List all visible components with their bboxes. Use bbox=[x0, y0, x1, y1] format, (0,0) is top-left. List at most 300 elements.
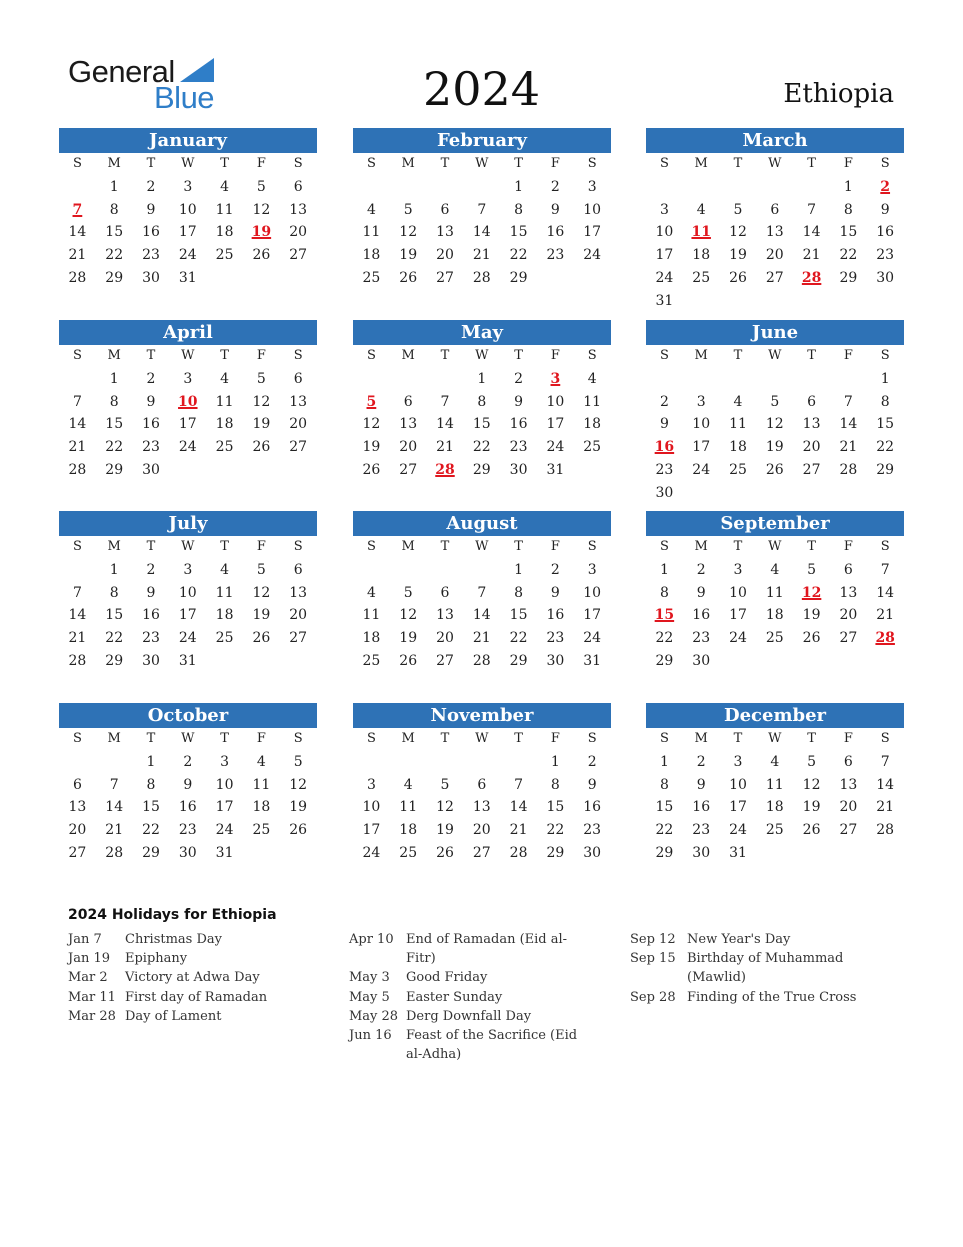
weekday-label: T bbox=[220, 348, 229, 363]
day-cell: 22 bbox=[876, 439, 895, 456]
weekday-label: F bbox=[843, 731, 853, 746]
day-cell: 13 bbox=[289, 584, 308, 601]
day-cell: 20 bbox=[289, 224, 308, 241]
day-cell: 24 bbox=[546, 439, 565, 456]
day-cell: 17 bbox=[583, 224, 602, 241]
day-cell: 13 bbox=[289, 393, 308, 410]
day-cell: 25 bbox=[729, 461, 747, 478]
day-cell: 24 bbox=[729, 822, 747, 839]
day-cell: 4 bbox=[366, 201, 376, 218]
holiday-column bbox=[68, 930, 315, 1026]
day-cell: 12 bbox=[436, 799, 454, 816]
day-cell: 8 bbox=[514, 584, 524, 601]
day-cell: 5 bbox=[440, 776, 450, 793]
holiday-date: May 3 bbox=[349, 970, 390, 986]
weekday-label: T bbox=[440, 539, 450, 554]
empty-cell bbox=[353, 751, 390, 774]
month-march bbox=[646, 128, 904, 313]
weekday-label: M bbox=[694, 539, 708, 554]
holiday-date: Mar 2 bbox=[68, 970, 108, 986]
day-cell: 13 bbox=[289, 201, 308, 218]
weekday-label: S bbox=[880, 539, 890, 554]
day-cell: 21 bbox=[472, 247, 491, 264]
day-cell: 30 bbox=[692, 844, 711, 861]
empty-cell bbox=[793, 176, 830, 199]
day-cell: 8 bbox=[659, 584, 669, 601]
day-cell: 5 bbox=[807, 753, 817, 770]
month-february bbox=[353, 128, 611, 290]
day-cell: 13 bbox=[802, 416, 821, 433]
holiday-day-cell: 19 bbox=[251, 224, 272, 241]
day-cell: 22 bbox=[655, 822, 674, 839]
day-cell: 4 bbox=[256, 753, 266, 770]
day-cell: 29 bbox=[546, 844, 565, 861]
weekday-label: S bbox=[72, 731, 82, 746]
holiday-item bbox=[349, 988, 596, 1007]
weekday-label: S bbox=[72, 539, 82, 554]
weekday-label: S bbox=[293, 731, 303, 746]
day-cell: 16 bbox=[692, 799, 711, 816]
day-cell: 24 bbox=[729, 630, 747, 647]
day-cell: 19 bbox=[362, 439, 381, 456]
day-cell: 13 bbox=[68, 799, 87, 816]
day-cell: 14 bbox=[472, 224, 491, 241]
day-cell: 23 bbox=[546, 630, 565, 647]
day-cell: 6 bbox=[440, 584, 450, 601]
day-cell: 9 bbox=[183, 776, 193, 793]
day-cell: 12 bbox=[802, 776, 821, 793]
weekday-label: T bbox=[807, 156, 816, 171]
weekday-label: M bbox=[401, 348, 415, 363]
weekday-label: W bbox=[181, 348, 195, 363]
day-cell: 13 bbox=[839, 584, 858, 601]
day-cell: 3 bbox=[183, 178, 193, 195]
day-cell: 16 bbox=[509, 416, 528, 433]
day-cell: 15 bbox=[105, 224, 124, 241]
weekday-label: T bbox=[807, 348, 816, 363]
day-cell: 25 bbox=[765, 822, 784, 839]
holiday-name: Easter Sunday bbox=[406, 989, 503, 1005]
holiday-day-cell: 11 bbox=[691, 224, 711, 241]
month-header: July bbox=[59, 511, 317, 536]
day-cell: 6 bbox=[807, 393, 817, 410]
weekday-label: M bbox=[694, 156, 708, 171]
weekday-label: S bbox=[587, 348, 597, 363]
weekday-label: T bbox=[440, 731, 450, 746]
day-cell: 20 bbox=[472, 822, 491, 839]
day-cell: 10 bbox=[178, 584, 197, 601]
day-cell: 11 bbox=[765, 776, 784, 793]
calendar-year: 2024 bbox=[422, 62, 541, 116]
day-cell: 3 bbox=[183, 370, 193, 387]
day-cell: 13 bbox=[399, 416, 418, 433]
day-cell: 24 bbox=[178, 630, 197, 647]
empty-cell bbox=[59, 176, 96, 199]
holiday-date: Jan 7 bbox=[68, 932, 102, 947]
weekday-label: T bbox=[146, 348, 156, 363]
weekday-label: S bbox=[293, 348, 303, 363]
day-cell: 26 bbox=[729, 269, 747, 286]
weekday-label: M bbox=[694, 348, 708, 363]
day-cell: 8 bbox=[550, 776, 560, 793]
day-cell: 26 bbox=[252, 630, 271, 647]
day-cell: 17 bbox=[215, 799, 234, 816]
logo-text-blue: Blue bbox=[154, 80, 215, 115]
weekday-label: S bbox=[366, 731, 376, 746]
day-cell: 14 bbox=[105, 799, 124, 816]
day-cell: 26 bbox=[362, 461, 381, 478]
weekday-label: F bbox=[550, 539, 560, 554]
day-cell: 10 bbox=[729, 584, 747, 601]
day-cell: 24 bbox=[655, 269, 674, 286]
month-grid bbox=[353, 153, 611, 290]
day-cell: 16 bbox=[142, 224, 160, 241]
day-cell: 1 bbox=[659, 753, 669, 770]
holiday-column bbox=[349, 930, 596, 1064]
holiday-date: May 28 bbox=[349, 1008, 399, 1024]
holiday-name: Finding of the True Cross bbox=[687, 989, 857, 1005]
weekday-label: S bbox=[880, 348, 890, 363]
day-cell: 29 bbox=[509, 652, 528, 669]
day-cell: 19 bbox=[765, 439, 784, 456]
day-cell: 30 bbox=[583, 844, 602, 861]
day-cell: 11 bbox=[765, 584, 784, 601]
day-cell: 11 bbox=[215, 201, 234, 218]
day-cell: 19 bbox=[399, 630, 418, 647]
empty-cell bbox=[463, 176, 500, 199]
day-cell: 8 bbox=[659, 776, 669, 793]
day-cell: 14 bbox=[839, 416, 858, 433]
day-cell: 20 bbox=[68, 822, 87, 839]
weekday-label: F bbox=[550, 156, 560, 171]
weekday-label: S bbox=[659, 156, 669, 171]
weekday-label: M bbox=[107, 156, 121, 171]
day-cell: 26 bbox=[252, 439, 271, 456]
weekday-label: T bbox=[146, 539, 156, 554]
day-cell: 26 bbox=[289, 822, 308, 839]
day-cell: 29 bbox=[876, 461, 895, 478]
day-cell: 8 bbox=[109, 393, 119, 410]
day-cell: 2 bbox=[514, 370, 524, 387]
day-cell: 4 bbox=[587, 370, 597, 387]
day-cell: 14 bbox=[68, 607, 87, 624]
weekday-label: S bbox=[880, 156, 890, 171]
month-august bbox=[353, 511, 611, 673]
day-cell: 17 bbox=[655, 247, 674, 264]
day-cell: 27 bbox=[68, 844, 87, 861]
day-cell: 4 bbox=[220, 178, 230, 195]
day-cell: 26 bbox=[252, 247, 271, 264]
holiday-item bbox=[68, 968, 315, 987]
weekday-label: T bbox=[146, 156, 156, 171]
day-cell: 19 bbox=[802, 799, 821, 816]
holiday-name: Birthday of Muhammad (Mawlid) bbox=[687, 951, 844, 986]
day-cell: 15 bbox=[655, 799, 674, 816]
weekday-label: W bbox=[768, 539, 782, 554]
weekday-label: W bbox=[768, 156, 782, 171]
empty-cell bbox=[756, 368, 793, 391]
day-cell: 22 bbox=[105, 247, 124, 264]
weekday-label: S bbox=[366, 156, 376, 171]
day-cell: 23 bbox=[692, 630, 711, 647]
day-cell: 19 bbox=[252, 607, 271, 624]
day-cell: 14 bbox=[802, 224, 821, 241]
holiday-day-cell: 28 bbox=[435, 461, 455, 478]
day-cell: 26 bbox=[436, 844, 454, 861]
day-cell: 6 bbox=[843, 753, 853, 770]
empty-cell bbox=[463, 751, 500, 774]
empty-cell bbox=[646, 176, 683, 199]
day-cell: 20 bbox=[436, 630, 454, 647]
day-cell: 4 bbox=[220, 561, 230, 578]
day-cell: 3 bbox=[366, 776, 376, 793]
country-name: Ethiopia bbox=[783, 79, 894, 109]
day-cell: 15 bbox=[472, 416, 491, 433]
month-grid bbox=[646, 536, 904, 673]
weekday-label: S bbox=[659, 731, 669, 746]
holiday-name: First day of Ramadan bbox=[125, 989, 268, 1005]
holiday-day-cell: 28 bbox=[875, 630, 895, 647]
day-cell: 12 bbox=[729, 224, 747, 241]
day-cell: 26 bbox=[802, 822, 821, 839]
weekday-label: T bbox=[146, 731, 156, 746]
day-cell: 17 bbox=[729, 607, 747, 624]
day-cell: 8 bbox=[477, 393, 487, 410]
day-cell: 3 bbox=[733, 753, 743, 770]
day-cell: 27 bbox=[289, 630, 308, 647]
weekday-label: T bbox=[514, 348, 523, 363]
day-cell: 23 bbox=[546, 247, 565, 264]
month-grid bbox=[353, 728, 611, 865]
day-cell: 5 bbox=[256, 370, 266, 387]
weekday-label: T bbox=[220, 731, 229, 746]
day-cell: 26 bbox=[399, 269, 418, 286]
day-cell: 7 bbox=[880, 561, 890, 578]
day-cell: 17 bbox=[178, 416, 197, 433]
holiday-name: Victory at Adwa Day bbox=[125, 970, 260, 986]
weekday-label: T bbox=[514, 539, 523, 554]
empty-cell bbox=[463, 559, 500, 582]
holiday-date: Apr 10 bbox=[349, 932, 394, 947]
day-cell: 5 bbox=[403, 201, 413, 218]
holiday-name: End of Ramadan (Eid al-Fitr) bbox=[406, 932, 568, 967]
day-cell: 1 bbox=[109, 561, 119, 578]
day-cell: 9 bbox=[696, 776, 706, 793]
holiday-day-cell: 2 bbox=[880, 178, 891, 195]
day-cell: 24 bbox=[178, 247, 197, 264]
day-cell: 8 bbox=[843, 201, 853, 218]
day-cell: 5 bbox=[256, 561, 266, 578]
day-cell: 7 bbox=[72, 393, 82, 410]
day-cell: 13 bbox=[839, 776, 858, 793]
month-september bbox=[646, 511, 904, 673]
day-cell: 3 bbox=[587, 561, 597, 578]
day-cell: 21 bbox=[472, 630, 491, 647]
day-cell: 12 bbox=[252, 201, 271, 218]
day-cell: 29 bbox=[105, 461, 124, 478]
day-cell: 6 bbox=[477, 776, 487, 793]
day-cell: 31 bbox=[583, 652, 602, 669]
month-january bbox=[59, 128, 317, 290]
day-cell: 1 bbox=[109, 178, 119, 195]
weekday-label: T bbox=[220, 539, 229, 554]
empty-cell bbox=[353, 559, 390, 582]
day-cell: 18 bbox=[583, 416, 602, 433]
holiday-name: Day of Lament bbox=[125, 1008, 222, 1024]
day-cell: 21 bbox=[876, 799, 895, 816]
day-cell: 12 bbox=[399, 607, 418, 624]
day-cell: 31 bbox=[178, 652, 197, 669]
day-cell: 5 bbox=[256, 178, 266, 195]
weekday-label: T bbox=[220, 156, 229, 171]
empty-cell bbox=[830, 368, 867, 391]
holiday-item bbox=[68, 949, 315, 968]
day-cell: 2 bbox=[183, 753, 193, 770]
day-cell: 15 bbox=[105, 416, 124, 433]
day-cell: 19 bbox=[729, 247, 747, 264]
weekday-label: S bbox=[587, 731, 597, 746]
day-cell: 5 bbox=[293, 753, 303, 770]
day-cell: 25 bbox=[362, 652, 381, 669]
holiday-name: New Year's Day bbox=[687, 932, 791, 947]
weekday-label: S bbox=[659, 539, 669, 554]
month-header: April bbox=[59, 320, 317, 345]
day-cell: 3 bbox=[696, 393, 706, 410]
day-cell: 30 bbox=[692, 652, 711, 669]
day-cell: 6 bbox=[770, 201, 780, 218]
weekday-label: F bbox=[843, 156, 853, 171]
weekday-label: S bbox=[293, 156, 303, 171]
weekday-label: S bbox=[587, 156, 597, 171]
month-header: May bbox=[353, 320, 611, 345]
day-cell: 29 bbox=[509, 269, 528, 286]
day-cell: 24 bbox=[178, 439, 197, 456]
day-cell: 4 bbox=[403, 776, 413, 793]
day-cell: 2 bbox=[696, 753, 706, 770]
weekday-label: M bbox=[401, 156, 415, 171]
day-cell: 25 bbox=[362, 269, 381, 286]
day-cell: 28 bbox=[839, 461, 858, 478]
day-cell: 22 bbox=[105, 630, 124, 647]
day-cell: 7 bbox=[72, 584, 82, 601]
day-cell: 18 bbox=[215, 224, 234, 241]
weekday-label: F bbox=[256, 348, 266, 363]
day-cell: 15 bbox=[509, 607, 528, 624]
day-cell: 21 bbox=[68, 630, 87, 647]
day-cell: 2 bbox=[146, 561, 156, 578]
weekday-label: F bbox=[550, 348, 560, 363]
day-cell: 29 bbox=[655, 844, 674, 861]
day-cell: 16 bbox=[583, 799, 602, 816]
day-cell: 14 bbox=[876, 776, 895, 793]
day-cell: 27 bbox=[436, 652, 454, 669]
day-cell: 21 bbox=[105, 822, 124, 839]
empty-cell bbox=[427, 559, 464, 582]
weekday-label: S bbox=[366, 348, 376, 363]
day-cell: 28 bbox=[68, 269, 87, 286]
holiday-item bbox=[68, 930, 315, 949]
day-cell: 11 bbox=[252, 776, 271, 793]
weekday-label: W bbox=[768, 731, 782, 746]
weekday-label: T bbox=[733, 348, 743, 363]
day-cell: 30 bbox=[655, 484, 674, 501]
weekday-label: W bbox=[475, 156, 489, 171]
month-header: August bbox=[353, 511, 611, 536]
day-cell: 20 bbox=[839, 799, 858, 816]
month-july bbox=[59, 511, 317, 673]
weekday-label: T bbox=[807, 539, 816, 554]
day-cell: 4 bbox=[770, 753, 780, 770]
day-cell: 12 bbox=[252, 393, 271, 410]
day-cell: 21 bbox=[876, 607, 895, 624]
day-cell: 1 bbox=[514, 561, 524, 578]
day-cell: 7 bbox=[477, 584, 487, 601]
month-december bbox=[646, 703, 904, 865]
month-grid bbox=[59, 153, 317, 290]
day-cell: 6 bbox=[293, 370, 303, 387]
day-cell: 23 bbox=[142, 630, 160, 647]
holiday-name: Christmas Day bbox=[125, 932, 222, 947]
weekday-label: S bbox=[880, 731, 890, 746]
day-cell: 11 bbox=[729, 416, 747, 433]
day-cell: 7 bbox=[843, 393, 853, 410]
month-grid bbox=[59, 536, 317, 673]
day-cell: 25 bbox=[765, 630, 784, 647]
day-cell: 20 bbox=[765, 247, 784, 264]
day-cell: 11 bbox=[362, 224, 381, 241]
day-cell: 5 bbox=[807, 561, 817, 578]
day-cell: 17 bbox=[178, 224, 197, 241]
day-cell: 25 bbox=[215, 247, 234, 264]
day-cell: 14 bbox=[876, 584, 895, 601]
day-cell: 27 bbox=[802, 461, 821, 478]
day-cell: 1 bbox=[109, 370, 119, 387]
day-cell: 2 bbox=[587, 753, 597, 770]
day-cell: 11 bbox=[362, 607, 381, 624]
day-cell: 22 bbox=[546, 822, 565, 839]
holiday-item bbox=[630, 988, 877, 1007]
holiday-name: Feast of the Sacrifice (Eid al-Adha) bbox=[406, 1028, 578, 1063]
weekday-label: M bbox=[107, 348, 121, 363]
day-cell: 8 bbox=[146, 776, 156, 793]
day-cell: 1 bbox=[843, 178, 853, 195]
day-cell: 6 bbox=[843, 561, 853, 578]
day-cell: 9 bbox=[514, 393, 524, 410]
day-cell: 4 bbox=[770, 561, 780, 578]
day-cell: 2 bbox=[146, 178, 156, 195]
holiday-day-cell: 12 bbox=[801, 584, 822, 601]
day-cell: 16 bbox=[876, 224, 895, 241]
day-cell: 4 bbox=[220, 370, 230, 387]
day-cell: 12 bbox=[289, 776, 308, 793]
holiday-column bbox=[630, 930, 877, 1007]
day-cell: 25 bbox=[692, 269, 711, 286]
day-cell: 4 bbox=[733, 393, 743, 410]
empty-cell bbox=[390, 368, 427, 391]
day-cell: 9 bbox=[146, 584, 156, 601]
day-cell: 23 bbox=[509, 439, 528, 456]
day-cell: 27 bbox=[436, 269, 454, 286]
day-cell: 22 bbox=[472, 439, 491, 456]
day-cell: 22 bbox=[509, 630, 528, 647]
day-cell: 17 bbox=[362, 822, 381, 839]
day-cell: 2 bbox=[550, 561, 560, 578]
weekday-label: W bbox=[475, 731, 489, 746]
day-cell: 20 bbox=[399, 439, 418, 456]
day-cell: 10 bbox=[178, 201, 197, 218]
day-cell: 7 bbox=[440, 393, 450, 410]
day-cell: 27 bbox=[399, 461, 418, 478]
